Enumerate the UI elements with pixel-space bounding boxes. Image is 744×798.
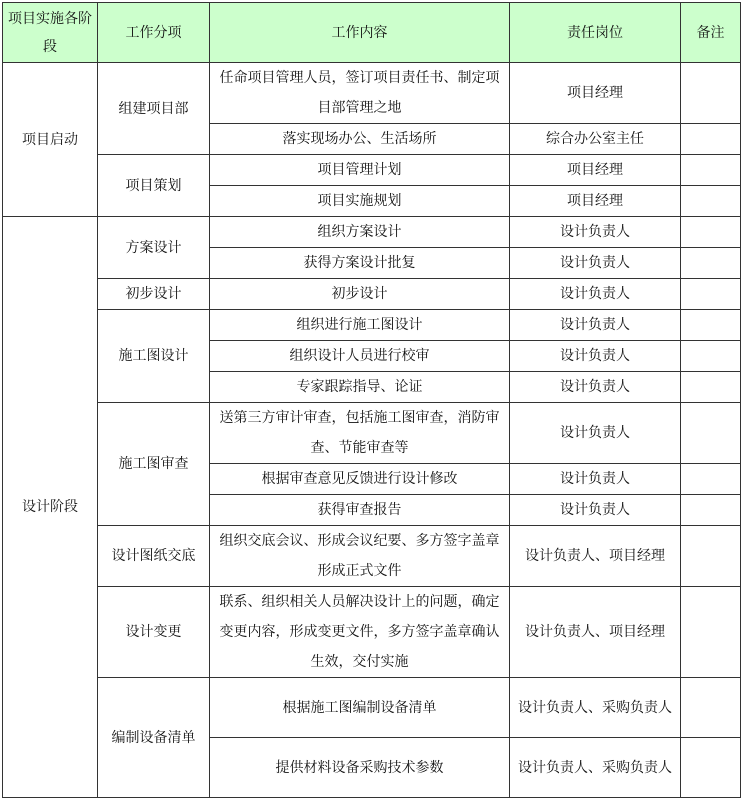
content-cell: 专家跟踪指导、论证 — [210, 372, 510, 403]
table-row — [3, 678, 741, 738]
role-cell: 设计负责人、项目经理 — [510, 587, 681, 678]
content-cell: 任命项目管理人员，签订项目责任书、制定项目部管理之地 — [210, 63, 510, 124]
note-cell — [681, 738, 741, 798]
table-row — [3, 403, 741, 464]
role-cell: 设计负责人 — [510, 372, 681, 403]
header-content: 工作内容 — [210, 3, 510, 63]
note-cell — [681, 341, 741, 372]
content-cell: 送第三方审计审查，包括施工图审查，消防审查、节能审查等 — [210, 403, 510, 464]
work-breakdown-table — [2, 2, 741, 798]
note-cell — [681, 464, 741, 495]
category-cell: 设计变更 — [98, 587, 210, 678]
note-cell — [681, 372, 741, 403]
role-cell: 设计负责人 — [510, 495, 681, 526]
stage-cell: 项目启动 — [3, 63, 98, 217]
note-cell — [681, 124, 741, 155]
role-cell: 设计负责人 — [510, 464, 681, 495]
role-cell: 项目经理 — [510, 186, 681, 217]
content-cell: 项目实施规划 — [210, 186, 510, 217]
category-cell: 施工图审查 — [98, 403, 210, 526]
content-cell: 组织进行施工图设计 — [210, 310, 510, 341]
note-cell — [681, 186, 741, 217]
header-note: 备注 — [681, 3, 741, 63]
category-cell: 初步设计 — [98, 279, 210, 310]
content-cell: 提供材料设备采购技术参数 — [210, 738, 510, 798]
role-cell: 设计负责人 — [510, 403, 681, 464]
table-row — [3, 587, 741, 678]
content-cell: 组织交底会议、形成会议纪要、多方签字盖章形成正式文件 — [210, 526, 510, 587]
content-cell: 项目管理计划 — [210, 155, 510, 186]
role-cell: 综合办公室主任 — [510, 124, 681, 155]
table-row — [3, 217, 741, 248]
content-cell: 联系、组织相关人员解决设计上的问题，确定变更内容，形成变更文件，多方签字盖章确认生效，交付实施 — [210, 587, 510, 678]
note-cell — [681, 63, 741, 124]
note-cell — [681, 217, 741, 248]
category-cell: 编制设备清单 — [98, 678, 210, 798]
header-row — [3, 3, 741, 63]
note-cell — [681, 248, 741, 279]
note-cell — [681, 587, 741, 678]
category-cell: 项目策划 — [98, 155, 210, 217]
table-row — [3, 310, 741, 341]
content-cell: 获得方案设计批复 — [210, 248, 510, 279]
content-cell: 获得审查报告 — [210, 495, 510, 526]
note-cell — [681, 403, 741, 464]
table-row — [3, 526, 741, 587]
note-cell — [681, 678, 741, 738]
table-row — [3, 155, 741, 186]
category-cell: 施工图设计 — [98, 310, 210, 403]
category-cell: 方案设计 — [98, 217, 210, 279]
note-cell — [681, 526, 741, 587]
content-cell: 初步设计 — [210, 279, 510, 310]
content-cell: 根据施工图编制设备清单 — [210, 678, 510, 738]
header-stage: 项目实施各阶段 — [3, 3, 98, 63]
content-cell: 组织方案设计 — [210, 217, 510, 248]
header-category: 工作分项 — [98, 3, 210, 63]
role-cell: 设计负责人、采购负责人 — [510, 678, 681, 738]
role-cell: 项目经理 — [510, 155, 681, 186]
role-cell: 设计负责人 — [510, 217, 681, 248]
stage-cell: 设计阶段 — [3, 217, 98, 798]
note-cell — [681, 279, 741, 310]
table-row — [3, 279, 741, 310]
header-role: 责任岗位 — [510, 3, 681, 63]
category-cell: 设计图纸交底 — [98, 526, 210, 587]
role-cell: 项目经理 — [510, 63, 681, 124]
note-cell — [681, 155, 741, 186]
note-cell — [681, 310, 741, 341]
role-cell: 设计负责人、项目经理 — [510, 526, 681, 587]
role-cell: 设计负责人、采购负责人 — [510, 738, 681, 798]
role-cell: 设计负责人 — [510, 310, 681, 341]
category-cell: 组建项目部 — [98, 63, 210, 155]
note-cell — [681, 495, 741, 526]
content-cell: 根据审查意见反馈进行设计修改 — [210, 464, 510, 495]
role-cell: 设计负责人 — [510, 248, 681, 279]
table-row — [3, 63, 741, 124]
content-cell: 落实现场办公、生活场所 — [210, 124, 510, 155]
content-cell: 组织设计人员进行校审 — [210, 341, 510, 372]
role-cell: 设计负责人 — [510, 279, 681, 310]
role-cell: 设计负责人 — [510, 341, 681, 372]
